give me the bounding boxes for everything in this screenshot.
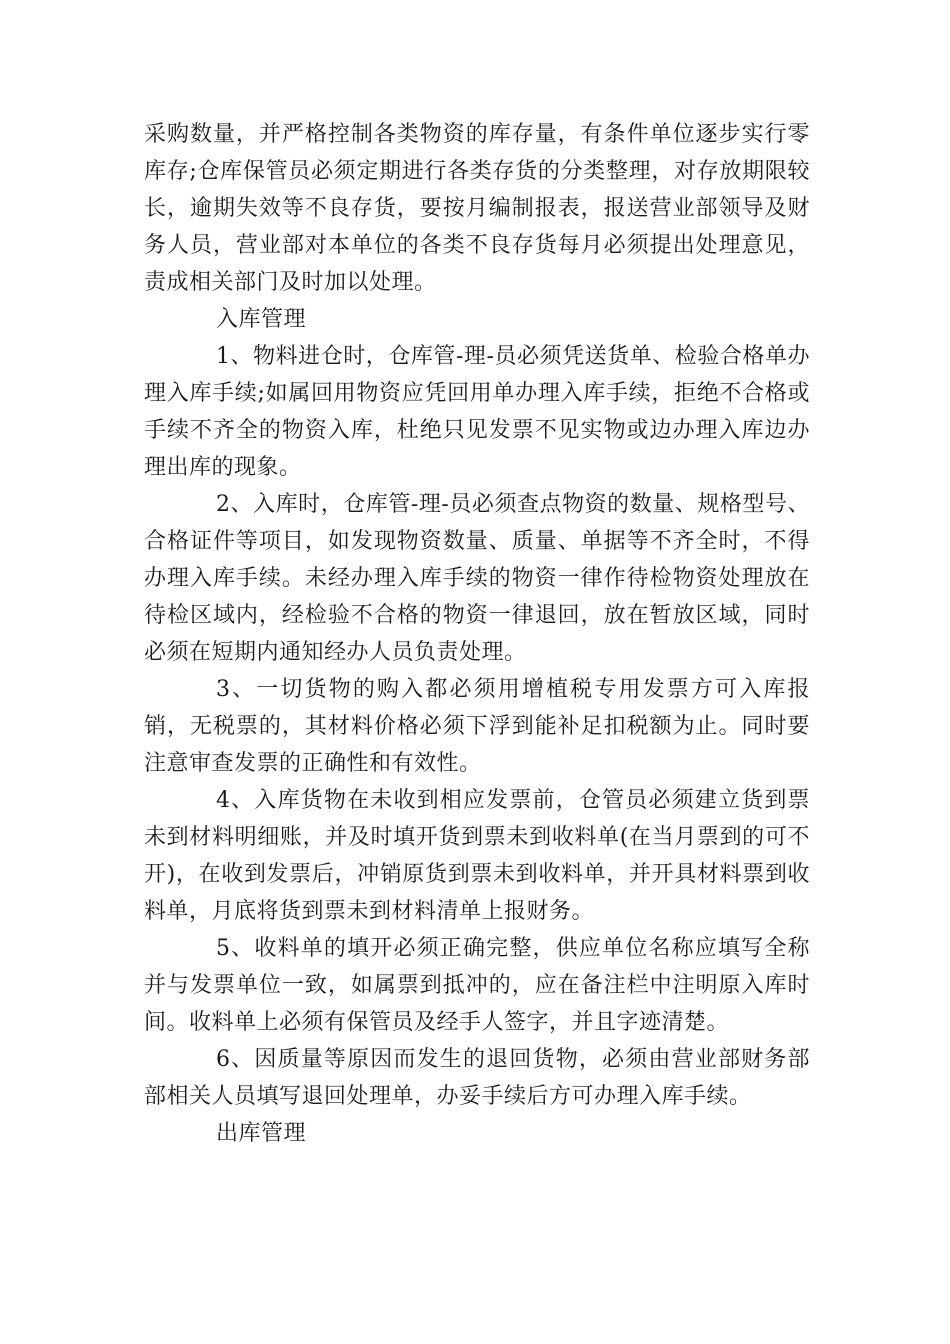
- paragraph-item-1: 1、物料进仓时，仓库管-理-员必须凭送货单、检验合格单办理入库手续;如属回用物资应凭回用单办理入库手续，拒绝不合格或手续不齐全的物资入库，杜绝只见发票不见实物或边办理入库边办理出库的现象。: [144, 344, 810, 480]
- paragraph-item-2: 2、入库时，仓库管-理-员必须查点物资的数量、规格型号、合格证件等项目，如发现物资数量、质量、单据等不齐全时，不得办理入库手续。未经办理入库手续的物资一律作待检物资处理放在待检区域内，经检验不合格的物资一律退回，放在暂放区域，同时必须在短期内通知经办人员负责处理。: [144, 492, 810, 665]
- paragraph-item-3: 3、一切货物的购入都必须用增植税专用发票方可入库报销，无税票的，其材料价格必须下浮到能补足扣税额为止。同时要注意审查发票的正确性和有效性。: [144, 677, 810, 776]
- paragraph-continuation: 采购数量，并严格控制各类物资的库存量，有条件单位逐步实行零库存;仓库保管员必须定期进行各类存货的分类整理，对存放期限较长，逾期失效等不良存货，要按月编制报表，报送营业部领导及财务人员，营业部对本单位的各类不良存货每月必须提出处理意见，责成相关部门及时加以处理。: [144, 122, 810, 295]
- section-heading-outbound: 出库管理: [216, 1121, 307, 1146]
- paragraph-item-4: 4、入库货物在未收到相应发票前，仓管员必须建立货到票未到材料明细账，并及时填开货到票未到收料单(在当月票到的可不开)，在收到发票后，冲销原货到票未到收料单，并开具材料票到收料单，月底将货到票未到材料清单上报财务。: [144, 788, 810, 924]
- paragraph-item-5: 5、收料单的填开必须正确完整，供应单位名称应填写全称并与发票单位一致，如属票到抵冲的，应在备注栏中注明原入库时间。收料单上必须有保管员及经手人签字，并且字迹清楚。: [144, 936, 810, 1035]
- paragraph-item-6: 6、因质量等原因而发生的退回货物，必须由营业部财务部部相关人员填写退回处理单，办妥手续后方可办理入库手续。: [144, 1047, 810, 1109]
- document-body: [144, 116, 810, 1152]
- section-heading-inbound: 入库管理: [216, 307, 307, 332]
